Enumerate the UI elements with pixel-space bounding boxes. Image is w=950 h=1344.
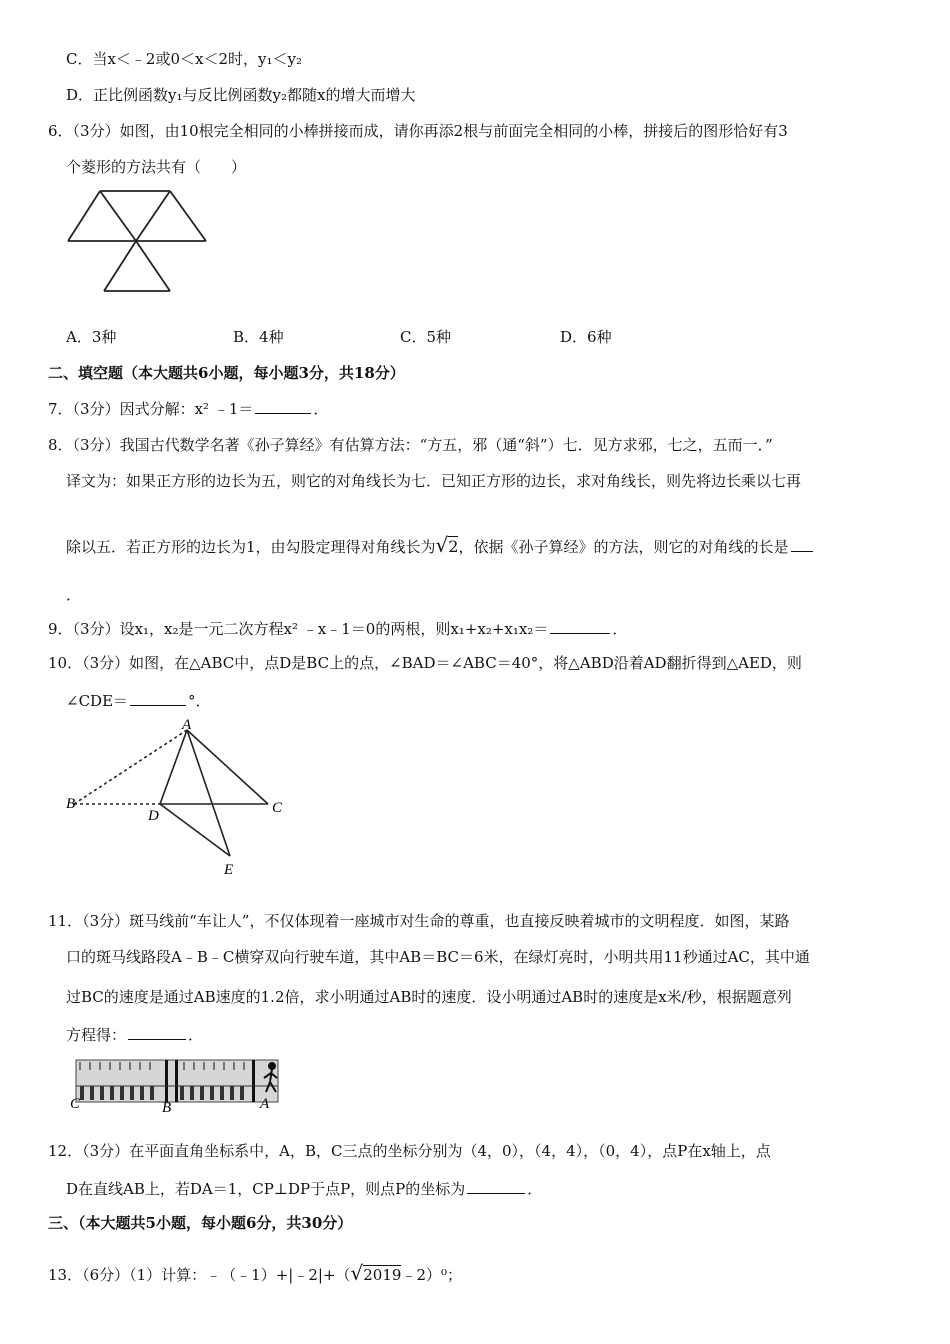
label-b: B (162, 1100, 172, 1116)
label-e: E (224, 862, 234, 878)
q7 (48, 398, 328, 420)
q8-line2: 译文为：如果正方形的边长为五，则它的对角线长为七．已知正方形的边长，求对角线长，则先将边长乘以七再 (66, 472, 802, 490)
q6-stem-line2: 个菱形的方法共有（ ） (66, 158, 247, 176)
q13 (48, 1262, 462, 1286)
q10-line2-end: °． (188, 692, 211, 710)
q5-option-d: D．正比例函数y₁与反比例函数y₂都随x的增大而增大 (66, 86, 416, 104)
q11-line2: 口的斑马线路段A﹣B﹣C横穿双向行驶车道，其中AB＝BC＝6米，在绿灯亮时，小明共用11秒通过AC，其中通 (66, 948, 810, 966)
q8-sqrt-value: 2 (448, 537, 459, 556)
answer-blank (130, 691, 186, 706)
q9 (48, 618, 627, 640)
answer-blank (467, 1179, 525, 1194)
q10-figure (60, 718, 300, 880)
answer-blank (128, 1025, 186, 1040)
q12-line2-text: D在直线AB上，若DA＝1，CP⊥DP于点P，则点P的坐标为 (66, 1180, 466, 1198)
label-b: B (66, 796, 76, 812)
q6-stick (68, 191, 100, 241)
label-c: C (70, 1096, 81, 1112)
section3-title: 三、（本大题共5小题，每小题6分，共30分） (48, 1214, 353, 1232)
q6-option-a: A．3种 (66, 328, 117, 346)
answer-blank (791, 537, 813, 552)
q6-stick (100, 191, 136, 241)
label-a: A (260, 1096, 270, 1112)
q8-line4: ． (66, 586, 82, 604)
q6-stick (136, 241, 170, 291)
q13-tail: ﹣2）⁰； (401, 1266, 463, 1284)
label-a: A (182, 718, 192, 733)
q6-figure (62, 185, 212, 297)
q11-crosswalk-figure (66, 1056, 286, 1116)
q10-line1: 10．（3分）如图，在△ABC中，点D是BC上的点，∠BAD＝∠ABC＝40°，将△ABD沿着AD翻折得到△AED，则 (48, 654, 802, 672)
q11-line4 (66, 1024, 203, 1046)
q6-option-d: D．6种 (560, 328, 612, 346)
q12-line2 (66, 1178, 542, 1200)
q13-text: 13．（6分）（1）计算：﹣（﹣1）+|﹣2|+（ (48, 1266, 351, 1284)
q8-line3a: 除以五．若正方形的边长为1，由勾股定理得对角线长为 (66, 538, 436, 556)
q7-text: 7．（3分）因式分解：x² ﹣1＝ (48, 400, 254, 418)
q6-stick (104, 241, 136, 291)
q8-line3 (66, 534, 815, 558)
q9-end: ． (612, 620, 628, 638)
q6-stem-line1: 6．（3分）如图，由10根完全相同的小棒拼接而成，请你再添2根与前面完全相同的小棒，拼接后的图形恰好有3 (48, 122, 788, 140)
q13-sqrt-value: 2019 (363, 1266, 402, 1284)
section2-title: 二、填空题（本大题共6小题，每小题3分，共18分） (48, 364, 405, 382)
sqrt-symbol: √ (350, 1261, 364, 1285)
q11-line1: 11．（3分）斑马线前“车让人”，不仅体现着一座城市对生命的尊重，也直接反映着城市的文明程度．如图，某路 (48, 912, 790, 930)
q8-line3b: ，依据《孙子算经》的方法，则它的对角线的长是 (458, 538, 789, 556)
q9-text: 9．（3分）设x₁，x₂是一元二次方程x² ﹣x﹣1＝0的两根，则x₁+x₂+x₁x₂＝ (48, 620, 549, 638)
q10-line2 (66, 690, 211, 712)
segment-ab (74, 730, 187, 804)
answer-blank (255, 399, 311, 414)
q11-line3: 过BC的速度是通过AB速度的1.2倍，求小明通过AB时的速度．设小明通过AB时的速度是x米/秒，根据题意列 (66, 988, 792, 1006)
sqrt-symbol: √ (435, 533, 449, 557)
q11-line4-text: 方程得： (66, 1026, 127, 1044)
answer-blank (550, 619, 610, 634)
q6-option-b: B．4种 (233, 328, 284, 346)
q11-line4-end: ． (188, 1026, 204, 1044)
label-c: C (272, 800, 283, 816)
q6-stick (170, 191, 206, 241)
q7-end: ． (313, 400, 329, 418)
q5-option-c: C．当x＜﹣2或0＜x＜2时，y₁＜y₂ (66, 50, 303, 68)
q8-line1: 8．（3分）我国古代数学名著《孙子算经》有估算方法：“方五，邪（通“斜”）七．见方求邪，七之，五而一．” (48, 436, 773, 454)
q6-option-c: C．5种 (400, 328, 452, 346)
q12-line2-end: ． (527, 1180, 543, 1198)
label-d: D (148, 808, 159, 824)
q10-line2-text: ∠CDE＝ (66, 692, 129, 710)
q12-line1: 12．（3分）在平面直角坐标系中，A，B，C三点的坐标分别为（4，0），（4，4），（0，4），点P在x轴上，点 (48, 1142, 771, 1160)
segment-ad (160, 730, 187, 804)
segment-de (160, 804, 230, 856)
q6-options (66, 326, 612, 348)
q6-stick (136, 191, 170, 241)
